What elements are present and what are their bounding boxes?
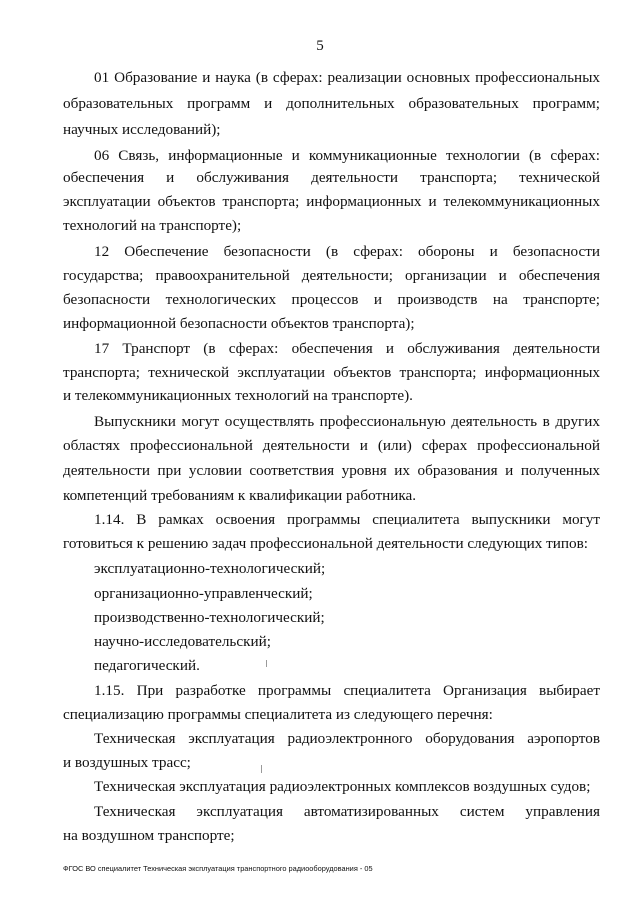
text-line: 1.14. В рамках освоения программы специалитета выпускники могут [94,511,600,528]
text-line: Техническая эксплуатация радиоэлектронного оборудования аэропортов [94,730,600,747]
text-line: транспорта; технической эксплуатации объектов транспорта; информационных [63,364,600,381]
text-line: готовиться к решению задач профессиональной деятельности следующих типов: [63,535,589,552]
list-item: производственно-технологический; [94,609,325,626]
text-line: 17 Транспорт (в сферах: обеспечения и обслуживания деятельности [94,340,600,357]
text-line: информационной безопасности объектов транспорта); [63,315,415,332]
text-line: областях профессиональной деятельности и (или) сферах профессиональной [63,437,600,454]
text-line: безопасности технологических процессов и производств на транспорте; [63,291,600,308]
text-line: Выпускники могут осуществлять профессиональную деятельность в других [94,413,600,430]
page-number: 5 [316,38,324,54]
text-line: 12 Обеспечение безопасности (в сферах: обороны и безопасности [94,243,600,260]
footer-note: ФГОС ВО специалитет Техническая эксплуатация транспортного радиооборудования - 05 [63,864,373,873]
text-line: на воздушном транспорте; [63,827,235,844]
text-line: и телекоммуникационных технологий на транспорте). [63,387,413,404]
text-line: 1.15. При разработке программы специалитета Организация выбирает [94,682,600,699]
text-line: 01 Образование и наука (в сферах: реализации основных профессиональных [94,69,600,86]
text-line: образовательных программ и дополнительных образовательных программ; [63,95,600,112]
text-line: 06 Связь, информационные и коммуникационные технологии (в сферах: [94,147,600,164]
text-line: деятельности при условии соответствия уровня их образования и полученных [63,462,600,479]
list-item: педагогический. [94,657,200,674]
text-line: обеспечения и обслуживания деятельности транспорта; технической [63,169,600,186]
list-item: эксплуатационно-технологический; [94,560,326,577]
text-line: компетенций требованиям к квалификации работника. [63,487,417,504]
text-line: специализацию программы специалитета из следующего перечня: [63,706,493,723]
text-line: Техническая эксплуатация автоматизированных систем управления [94,803,600,820]
scan-speck [266,660,267,667]
text-line: научных исследований); [63,121,221,138]
text-line: Техническая эксплуатация радиоэлектронных комплексов воздушных судов; [94,778,591,795]
text-line: технологий на транспорте); [63,217,242,234]
scan-speck [261,765,262,773]
text-line: и воздушных трасс; [63,754,191,771]
text-line: государства; правоохранительной деятельности; организации и обеспечения [63,267,600,284]
list-item: научно-исследовательский; [94,633,271,650]
list-item: организационно-управленческий; [94,585,313,602]
text-line: эксплуатации объектов транспорта; информационных и телекоммуникационных [63,193,600,210]
